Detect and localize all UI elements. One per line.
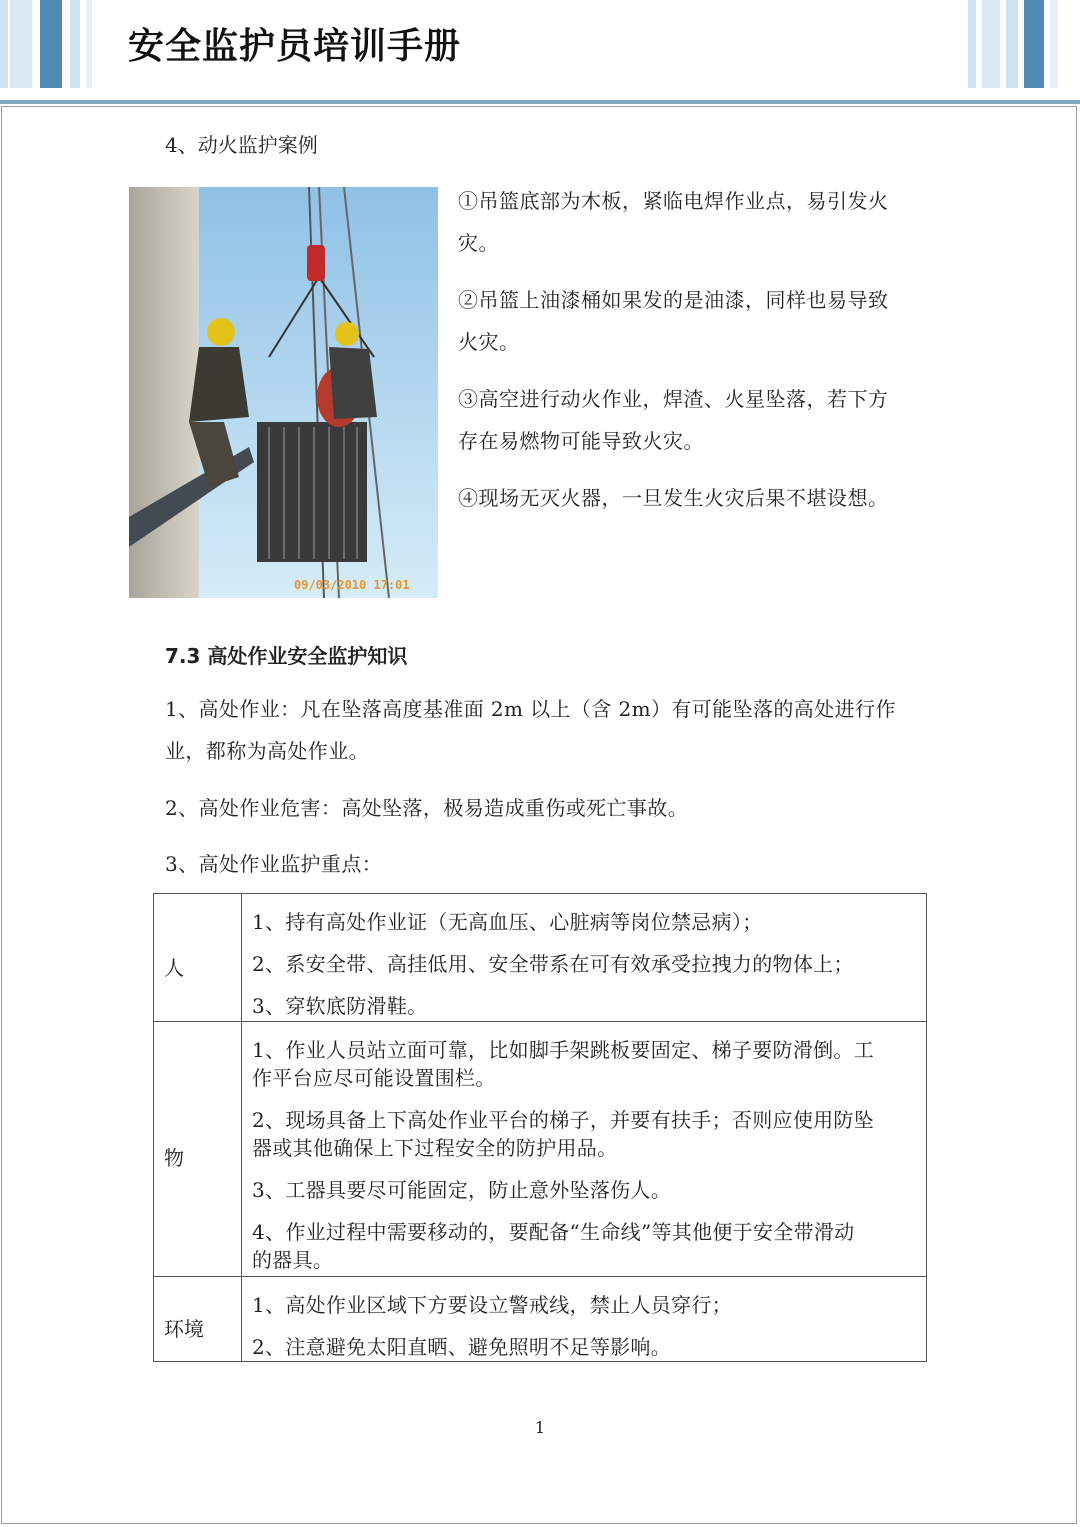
table-row [154, 1021, 926, 1277]
table-cell-line: 4、作业过程中需要移动的，要配备“生命线”等其他便于安全带滑动 [252, 1220, 855, 1244]
header-rule [0, 100, 1080, 104]
paragraph-hazard: 2、高处作业危害：高处坠落，极易造成重伤或死亡事故。 [165, 796, 689, 820]
table-cell-line: 2、现场具备上下高处作业平台的梯子，并要有扶手；否则应使用防坠 [252, 1108, 875, 1132]
paragraph-definition: 1、高处作业：凡在坠落高度基准面 2m 以上（含 2m）有可能坠落的高处进行作 业，都称为高处作业。 [165, 697, 896, 763]
header-stripe [1006, 0, 1018, 88]
page-number: 1 [534, 1418, 546, 1437]
table-cell-line: 的器具。 [252, 1248, 334, 1272]
header-stripe [982, 0, 1000, 88]
header-stripe [1024, 0, 1044, 88]
paragraph-key-points: 3、高处作业监护重点： [165, 852, 383, 876]
table-cell-line: 作平台应尽可能设置围栏。 [252, 1066, 496, 1090]
key-points-table [153, 893, 927, 1362]
table-cell-line: 1、持有高处作业证（无高血压、心脏病等岗位禁忌病）； [252, 910, 763, 934]
table-row-label: 人 [154, 894, 242, 1021]
table-cell-line: 3、穿软底防滑鞋。 [252, 994, 428, 1018]
header-stripe [86, 0, 92, 88]
header-stripe [10, 0, 32, 88]
header-stripe [0, 0, 8, 88]
header-stripe [40, 0, 62, 88]
document-title: 安全监护员培训手册 [128, 26, 462, 67]
table-row [154, 1276, 926, 1362]
case-photo [129, 187, 438, 598]
header-stripe [70, 0, 80, 88]
table-row-label: 物 [154, 1022, 242, 1277]
table-cell-line: 3、工器具要尽可能固定，防止意外坠落伤人。 [252, 1178, 672, 1202]
table-cell-line: 2、系安全带、高挂低用、安全带系在可有效承受拉拽力的物体上； [252, 952, 854, 976]
case-item-1: ①吊篮底部为木板，紧临电焊作业点，易引发火 灾。 [458, 189, 889, 255]
table-cell-line: 1、作业人员站立面可靠，比如脚手架跳板要固定、梯子要防滑倒。工 [252, 1038, 875, 1062]
page-header [0, 0, 1080, 104]
section-heading: 7.3 高处作业安全监护知识 [165, 644, 408, 668]
table-cell-line: 2、注意避免太阳直晒、避免照明不足等影响。 [252, 1335, 672, 1359]
table-cell-line: 1、高处作业区域下方要设立警戒线，禁止人员穿行； [252, 1293, 732, 1317]
photo-timestamp: 09/03/2010 17:01 [294, 578, 410, 592]
case-item-4: ④现场无灭火器，一旦发生火灾后果不堪设想。 [458, 486, 889, 510]
header-stripe [968, 0, 976, 88]
table-row [154, 894, 926, 1021]
case-item-3: ③高空进行动火作业，焊渣、火星坠落，若下方 存在易燃物可能导致火灾。 [458, 387, 889, 453]
table-cell-line: 器或其他确保上下过程安全的防护用品。 [252, 1136, 618, 1160]
header-stripe [1050, 0, 1058, 88]
case-item-2: ②吊篮上油漆桶如果发的是油漆，同样也易导致 火灾。 [458, 288, 889, 354]
table-row-label: 环境 [154, 1277, 242, 1362]
case-heading: 4、动火监护案例 [165, 133, 318, 157]
